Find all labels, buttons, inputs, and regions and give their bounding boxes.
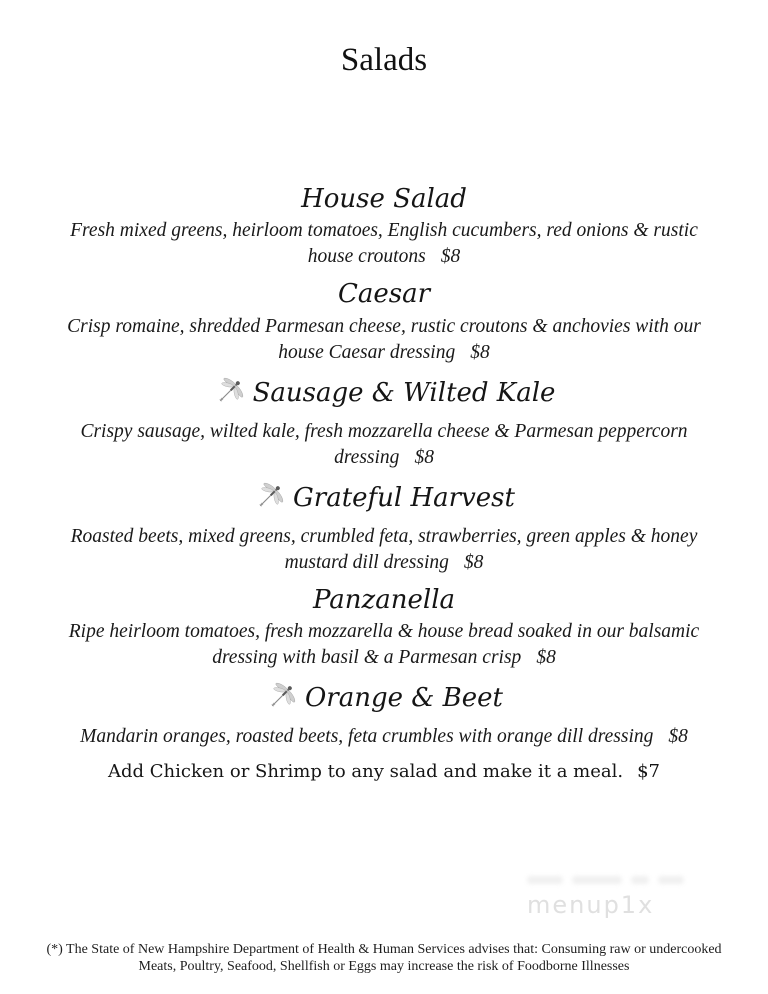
item-name-text: Grateful Harvest [293, 482, 515, 513]
item-name-text: House Salad [301, 184, 467, 215]
item-price: $8 [536, 647, 556, 669]
item-name [0, 375, 768, 416]
item-description-text: Ripe heirloom tomatoes, fresh mozzarella & house bread soaked in our balsamic [68, 621, 700, 643]
dragonfly-icon [265, 680, 298, 721]
item-description-line [0, 550, 768, 576]
item-description-line [0, 524, 768, 550]
item-description-text: Mandarin oranges, roasted beets, feta crumbles with orange dill dressing [80, 726, 654, 748]
item-name [0, 184, 768, 215]
item-name-text: Orange & Beet [304, 683, 504, 714]
item-description-text: Crisp romaine, shredded Parmesan cheese, rustic croutons & anchovies with our [67, 315, 701, 337]
disclaimer-line: (*) The State of New Hampshire Department of Health & Human Services advises that: Consuming raw or undercooked [46, 942, 722, 957]
salads-section [0, 184, 768, 784]
item-name [0, 279, 768, 310]
menu-item-grateful-harvest [0, 480, 768, 576]
footer-disclaimer [0, 941, 768, 975]
item-price: $8 [463, 552, 484, 573]
menu-item-caesar [0, 279, 768, 365]
menu-item-house-salad [0, 184, 768, 270]
item-price: $8 [440, 246, 461, 268]
item-description-text: dressing [334, 446, 400, 468]
menu-item-orange-beet [0, 680, 768, 750]
watermark-blur-line [527, 876, 697, 886]
item-description-line [0, 419, 768, 445]
item-description-line [0, 218, 768, 244]
disclaimer-line: Meats, Poultry, Seafood, Shellfish or Eggs may increase the risk of Foodborne Illnesses [138, 959, 630, 974]
item-description-line [0, 314, 768, 340]
item-description-line [0, 244, 768, 270]
menupix-watermark [527, 876, 697, 917]
item-description-line [0, 340, 768, 366]
dragonfly-icon [253, 480, 286, 521]
page-title: Salads [340, 42, 428, 78]
item-price: $8 [470, 341, 490, 363]
addon-text: Add Chicken or Shrimp to any salad and make it a meal. [108, 761, 624, 783]
addon-note [0, 760, 768, 784]
item-description-text: house Caesar dressing [278, 341, 456, 363]
menu-item-sausage-wilted-kale [0, 375, 768, 471]
item-price: $8 [668, 726, 688, 748]
item-description-text: house croutons [307, 246, 426, 268]
item-description-text: Roasted beets, mixed greens, crumbled feta, strawberries, green apples & honey [70, 526, 698, 547]
item-name [0, 585, 768, 616]
item-name-text: Sausage & Wilted Kale [252, 377, 556, 408]
item-description-text: Crispy sausage, wilted kale, fresh mozzarella cheese & Parmesan peppercorn [80, 420, 688, 442]
item-name [0, 480, 768, 521]
item-description-text: dressing with basil & a Parmesan crisp [212, 647, 522, 669]
menu-item-panzanella [0, 585, 768, 671]
item-description-line [0, 445, 768, 471]
item-name [0, 680, 768, 721]
addon-price: $7 [637, 761, 660, 783]
item-name-text: Caesar [337, 279, 431, 310]
item-name-text: Panzanella [312, 585, 456, 615]
dragonfly-icon [213, 375, 246, 416]
item-description-text: mustard dill dressing [284, 552, 449, 573]
watermark-text: menup1x [527, 891, 655, 919]
item-description-line [0, 645, 768, 671]
item-price: $8 [414, 446, 434, 468]
item-description-text: Fresh mixed greens, heirloom tomatoes, English cucumbers, red onions & rustic [70, 220, 698, 242]
item-description-line [0, 619, 768, 645]
item-description-line [0, 724, 768, 750]
